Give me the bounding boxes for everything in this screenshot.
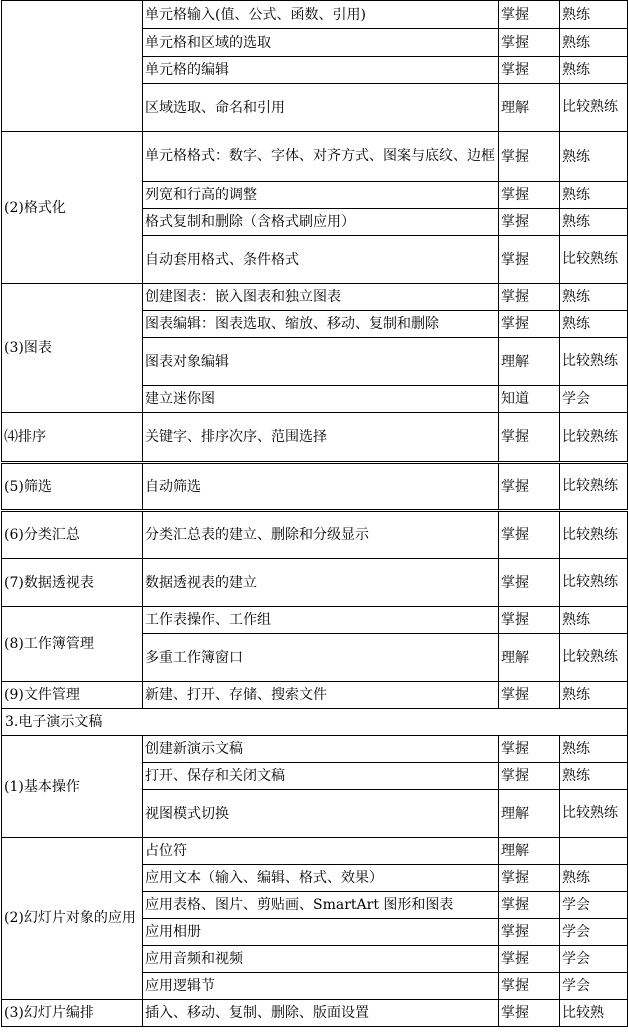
topic-cell: 单元格和区域的选取 xyxy=(143,29,499,57)
level-cell: 掌握 xyxy=(499,892,560,919)
category-cell: (8)工作簿管理 xyxy=(2,607,143,682)
topic-cell: 插入、移动、复制、删除、版面设置 xyxy=(143,1000,499,1027)
topic-cell: 应用文本（输入、编辑、格式、效果） xyxy=(143,865,499,892)
level-cell: 掌握 xyxy=(499,236,560,284)
topic-cell: 占位符 xyxy=(143,838,499,865)
level-cell: 掌握 xyxy=(499,284,560,311)
topic-cell: 关键字、排序次序、范围选择 xyxy=(143,413,499,463)
topic-cell: 新建、打开、存储、搜索文件 xyxy=(143,682,499,709)
skill-cell: 学会 xyxy=(560,946,628,973)
category-cell: (1)基本操作 xyxy=(2,736,143,838)
skill-cell: 熟练 xyxy=(560,29,628,57)
level-cell: 理解 xyxy=(499,84,560,132)
skill-cell: 熟练 xyxy=(560,209,628,236)
topic-cell: 分类汇总表的建立、删除和分级显示 xyxy=(143,511,499,559)
skill-cell: 比较熟练 xyxy=(560,511,628,559)
skill-cell: 熟练 xyxy=(560,182,628,209)
topic-cell: 视图模式切换 xyxy=(143,790,499,838)
topic-cell: 数据透视表的建立 xyxy=(143,559,499,607)
topic-cell: 建立迷你图 xyxy=(143,386,499,413)
level-cell: 掌握 xyxy=(499,1,560,29)
level-cell: 理解 xyxy=(499,338,560,386)
topic-cell: 创建图表：嵌入图表和独立图表 xyxy=(143,284,499,311)
level-cell: 掌握 xyxy=(499,946,560,973)
level-cell: 掌握 xyxy=(499,865,560,892)
category-cell: (2)格式化 xyxy=(2,132,143,284)
category-cell: (5)筛选 xyxy=(2,463,143,511)
skill-cell: 学会 xyxy=(560,892,628,919)
section-heading: 3.电子演示文稿 xyxy=(2,709,628,736)
topic-cell: 打开、保存和关闭文稿 xyxy=(143,763,499,790)
skill-cell: 熟练 xyxy=(560,682,628,709)
skill-cell: 学会 xyxy=(560,973,628,1000)
skill-cell: 熟练 xyxy=(560,763,628,790)
skill-cell: 熟练 xyxy=(560,1,628,29)
topic-cell: 单元格的编辑 xyxy=(143,57,499,84)
topic-cell: 多重工作簿窗口 xyxy=(143,634,499,682)
skill-cell: 比较熟练 xyxy=(560,413,628,463)
skill-cell: 比较熟练 xyxy=(560,236,628,284)
category-cell xyxy=(2,1,143,132)
skill-cell: 熟练 xyxy=(560,132,628,182)
skill-cell: 熟练 xyxy=(560,736,628,763)
skill-cell: 熟练 xyxy=(560,284,628,311)
skill-cell: 比较熟 xyxy=(560,1000,628,1027)
category-cell: (7)数据透视表 xyxy=(2,559,143,607)
skill-cell: 熟练 xyxy=(560,865,628,892)
category-cell: (3)图表 xyxy=(2,284,143,413)
level-cell: 知道 xyxy=(499,386,560,413)
skill-cell: 比较熟练 xyxy=(560,559,628,607)
topic-cell: 工作表操作、工作组 xyxy=(143,607,499,634)
level-cell: 掌握 xyxy=(499,682,560,709)
level-cell: 掌握 xyxy=(499,763,560,790)
level-cell: 理解 xyxy=(499,790,560,838)
skill-cell: 学会 xyxy=(560,919,628,946)
category-cell: ⑷排序 xyxy=(2,413,143,463)
skill-cell: 学会 xyxy=(560,386,628,413)
topic-cell: 单元格格式：数字、字体、对齐方式、图案与底纹、边框 xyxy=(143,132,499,182)
level-cell: 理解 xyxy=(499,634,560,682)
topic-cell: 创建新演示文稿 xyxy=(143,736,499,763)
topic-cell: 单元格输入(值、公式、函数、引用) xyxy=(143,1,499,29)
level-cell: 掌握 xyxy=(499,29,560,57)
topic-cell: 自动筛选 xyxy=(143,463,499,511)
level-cell: 掌握 xyxy=(499,736,560,763)
level-cell: 掌握 xyxy=(499,132,560,182)
level-cell: 掌握 xyxy=(499,607,560,634)
topic-cell: 应用表格、图片、剪贴画、SmartArt 图形和图表 xyxy=(143,892,499,919)
level-cell: 掌握 xyxy=(499,1000,560,1027)
topic-cell: 图表对象编辑 xyxy=(143,338,499,386)
skill-cell: 比较熟练 xyxy=(560,790,628,838)
category-cell: (6)分类汇总 xyxy=(2,511,143,559)
level-cell: 掌握 xyxy=(499,413,560,463)
category-cell: (9)文件管理 xyxy=(2,682,143,709)
skill-cell: 比较熟练 xyxy=(560,84,628,132)
skill-cell: 熟练 xyxy=(560,311,628,338)
level-cell: 掌握 xyxy=(499,57,560,84)
level-cell: 掌握 xyxy=(499,919,560,946)
skill-cell: 比较熟练 xyxy=(560,463,628,511)
syllabus-table xyxy=(1,0,628,1027)
topic-cell: 图表编辑：图表选取、缩放、移动、复制和删除 xyxy=(143,311,499,338)
topic-cell: 自动套用格式、条件格式 xyxy=(143,236,499,284)
level-cell: 掌握 xyxy=(499,511,560,559)
topic-cell: 应用相册 xyxy=(143,919,499,946)
skill-cell xyxy=(560,838,628,865)
level-cell: 理解 xyxy=(499,838,560,865)
level-cell: 掌握 xyxy=(499,463,560,511)
level-cell: 掌握 xyxy=(499,182,560,209)
category-cell: (3)幻灯片编排 xyxy=(2,1000,143,1027)
topic-cell: 应用逻辑节 xyxy=(143,973,499,1000)
category-cell: (2)幻灯片对象的应用 xyxy=(2,838,143,1000)
topic-cell: 列宽和行高的调整 xyxy=(143,182,499,209)
skill-cell: 熟练 xyxy=(560,607,628,634)
topic-cell: 应用音频和视频 xyxy=(143,946,499,973)
level-cell: 掌握 xyxy=(499,209,560,236)
level-cell: 掌握 xyxy=(499,311,560,338)
skill-cell: 熟练 xyxy=(560,57,628,84)
topic-cell: 格式复制和删除（含格式刷应用） xyxy=(143,209,499,236)
level-cell: 掌握 xyxy=(499,559,560,607)
level-cell: 掌握 xyxy=(499,973,560,1000)
topic-cell: 区域选取、命名和引用 xyxy=(143,84,499,132)
skill-cell: 比较熟练 xyxy=(560,338,628,386)
skill-cell: 比较熟练 xyxy=(560,634,628,682)
